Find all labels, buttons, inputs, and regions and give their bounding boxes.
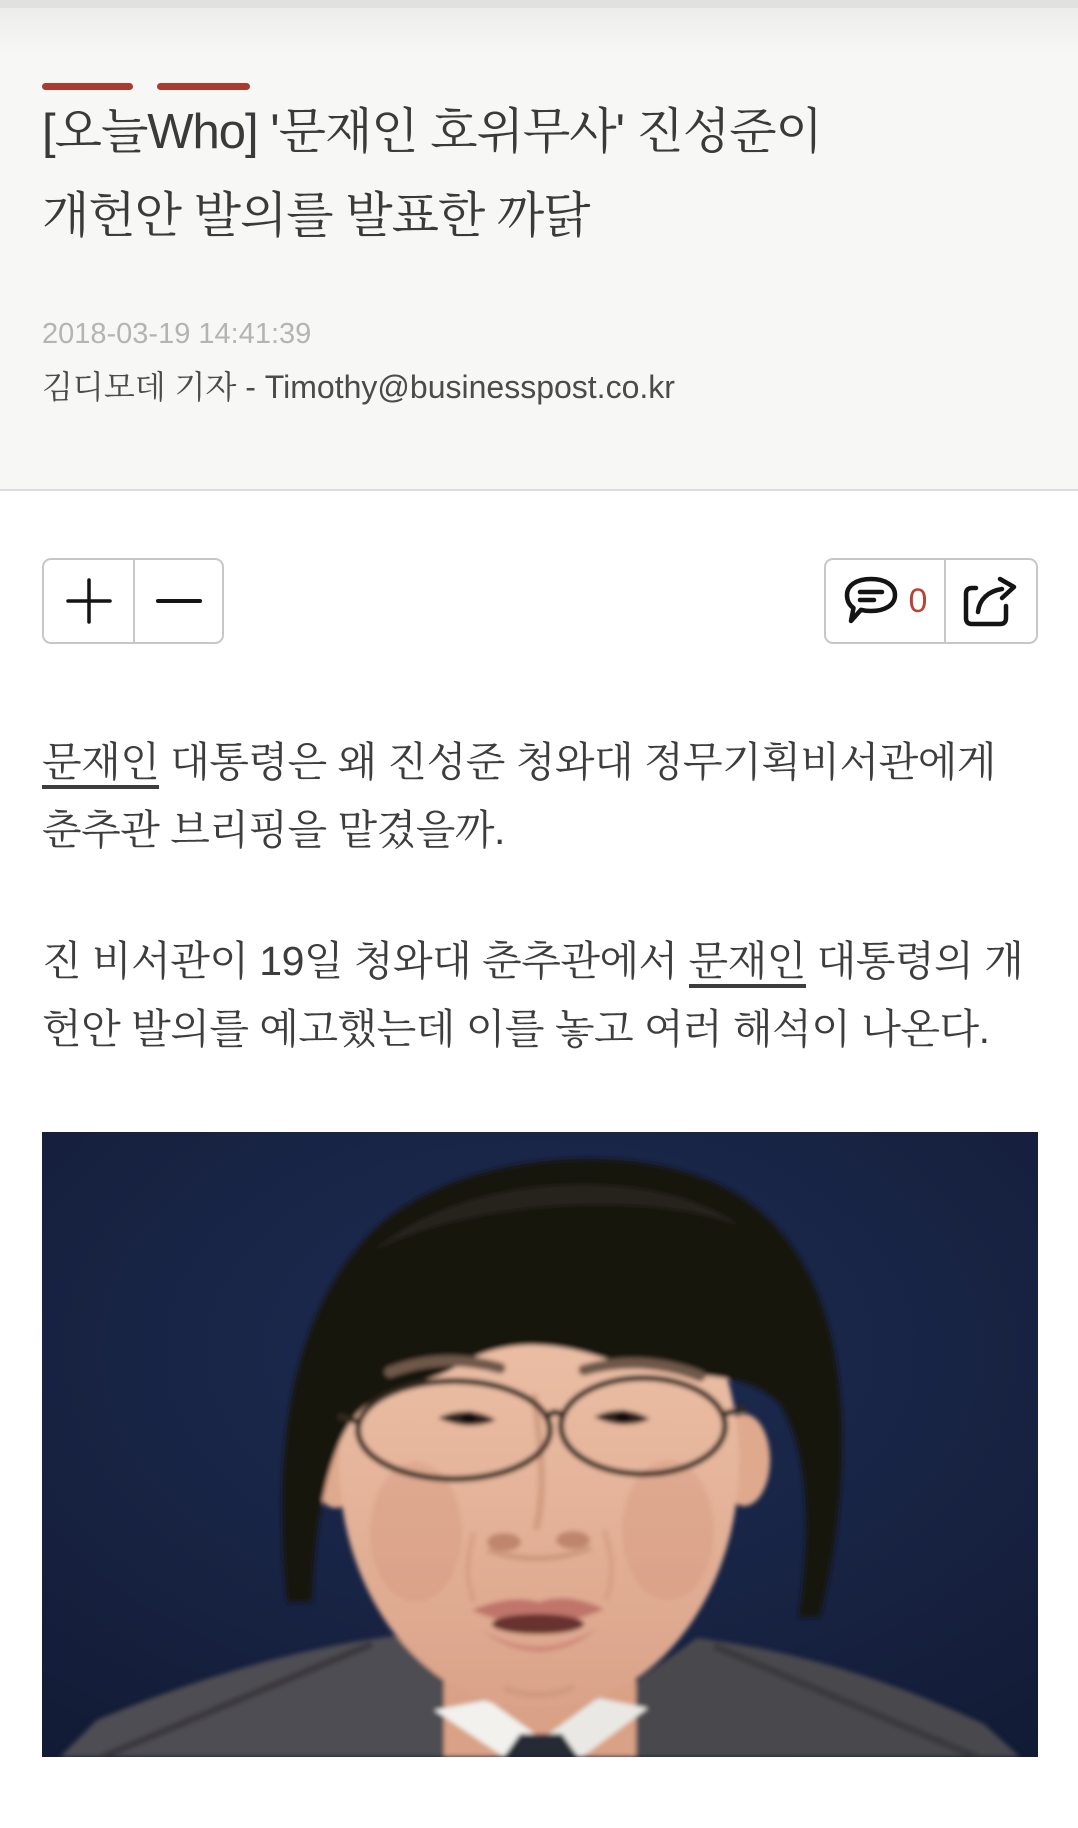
accent-dashes: [42, 83, 250, 90]
browser-top-strip: [0, 0, 1078, 8]
page-title: [42, 90, 1042, 258]
paragraph-2-text-pre: 진 비서관이 19일 청와대 춘추관에서: [42, 938, 689, 984]
header-top-shadow: [0, 8, 1078, 54]
accent-dash: [42, 83, 133, 90]
comment-count: 0: [908, 582, 928, 620]
share-icon: [962, 574, 1020, 628]
action-controls: [824, 558, 1038, 644]
comments-button[interactable]: [826, 560, 944, 642]
paragraph-1: [42, 728, 1040, 864]
comment-bubble-icon: [843, 575, 899, 627]
author-byline: 김디모데 기자 - Timothy@businesspost.co.kr: [42, 369, 675, 405]
minus-icon: [155, 577, 203, 625]
font-increase-button[interactable]: [44, 560, 133, 642]
paragraph-2: [42, 927, 1040, 1063]
link-moon-jae-in[interactable]: 문재인: [42, 739, 159, 789]
portrait-photo: [42, 1132, 1038, 1757]
page-title-line1: [오늘Who] '문재인 호위무사' 진성준이: [42, 105, 822, 159]
article-header: [0, 0, 1078, 491]
link-moon-jae-in[interactable]: 문재인: [689, 938, 806, 988]
accent-dash: [157, 83, 250, 90]
font-decrease-button[interactable]: [133, 560, 222, 642]
share-button[interactable]: [944, 560, 1036, 642]
publish-date: 2018-03-19 14:41:39: [42, 318, 312, 350]
font-size-controls: [42, 558, 224, 644]
paragraph-1-text: 대통령은 왜 진성준 청와대 정무기획비서관에게 춘추관 브리핑을 맡겼을까.: [42, 739, 996, 853]
article-photo: [42, 1132, 1038, 1757]
article-toolbar: [42, 558, 1038, 644]
paragraph-2-text-post: 대통령의 개헌안 발의를 예고했는데 이를 놓고 여러 해석이 나온다.: [42, 938, 1024, 1052]
page-title-line2: 개헌안 발의를 발표한 까닭: [42, 189, 590, 243]
plus-icon: [65, 577, 113, 625]
